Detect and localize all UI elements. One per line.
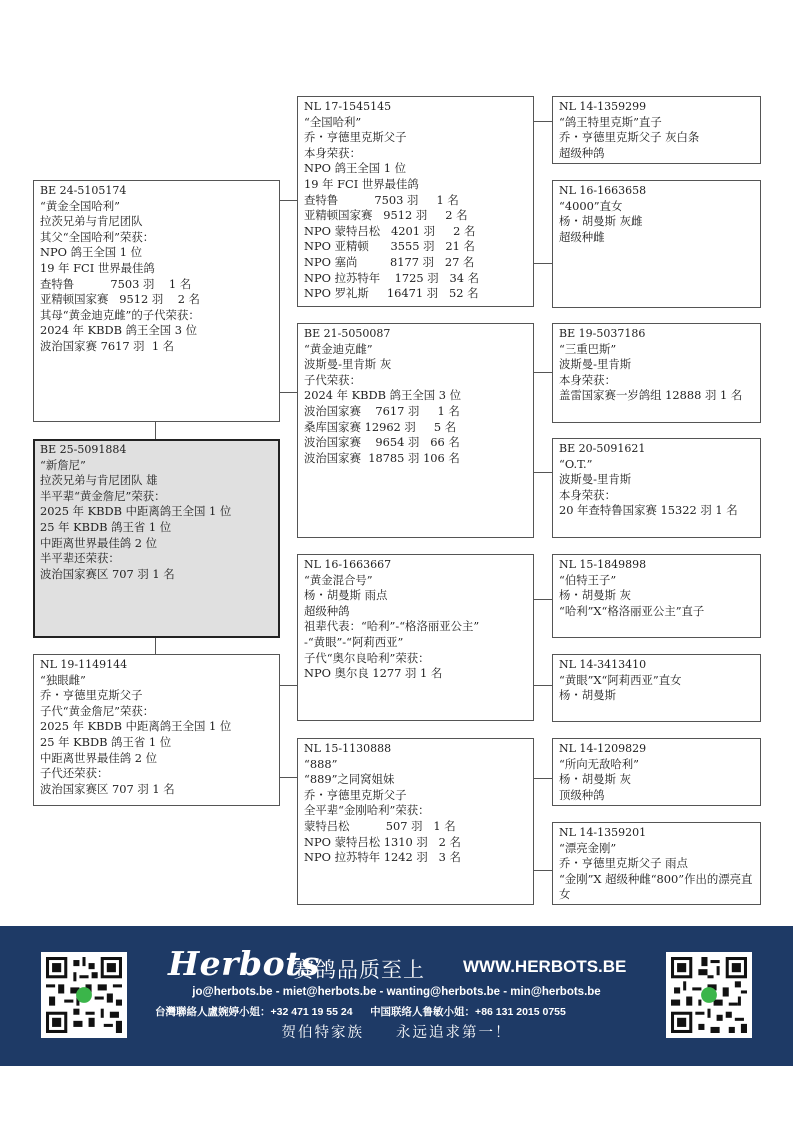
ring-number: NL 14-3413410 <box>559 658 647 671</box>
ring-number: NL 14-1359201 <box>559 826 647 839</box>
card-line: “O.T.” <box>559 456 593 471</box>
herbots-logo: Herbots <box>168 944 320 983</box>
sire-sire-card <box>297 96 534 307</box>
card-line: “4000”直女 <box>559 198 623 213</box>
card-line: 波斯曼-里肯斯 灰 <box>304 357 392 372</box>
ring-number: BE 19-5037186 <box>559 327 646 340</box>
card-line: “三重巴斯” <box>559 341 617 356</box>
footer-banner <box>0 926 793 1066</box>
card-line: 本身荣获： <box>559 487 616 502</box>
card-line: 乔・亨德里克斯父子 <box>304 787 407 802</box>
card-line: “所向无敌哈利” <box>559 756 639 771</box>
connector-sdd <box>533 472 553 473</box>
card-line: 2025 年 KBDB 中距离鸽王全国 1 位 <box>40 719 232 734</box>
subject-pigeon-card <box>33 439 280 638</box>
card-line: 盖雷国家赛一岁鸽组 12888 羽 1 名 <box>559 388 743 403</box>
ring-number: BE 20-5091621 <box>559 442 646 455</box>
card-line: 查特鲁 7503 羽 1 名 <box>304 192 459 207</box>
card-line: “黄眼”X“阿莉西亚”直女 <box>559 672 682 687</box>
card-line: 25 年 KBDB 鸽王省 1 位 <box>40 734 172 749</box>
card-line: 乔・亨德里克斯父子 雨点 <box>559 856 688 871</box>
card-line: 子代还荣获： <box>40 766 109 781</box>
card-line: -“黄眼”-“阿莉西亚” <box>304 634 404 649</box>
card-line: 杨・胡曼斯 灰 <box>559 772 631 787</box>
contact-china: 中国联络人鲁敏小姐：+86 131 2015 0755 <box>370 1006 566 1018</box>
ring-number: NL 15-1849898 <box>559 558 647 571</box>
card-line: 乔・亨德里克斯父子 <box>40 688 143 703</box>
card-line: 拉茨兄弟与肯尼团队 <box>40 214 143 229</box>
connector-dd <box>279 777 297 778</box>
card-line: 查特鲁 7503 羽 1 名 <box>40 276 192 291</box>
card-line: 超级种鸽 <box>304 603 350 618</box>
slogan: 赛鸽品质至上 <box>293 958 425 982</box>
card-line: “黄金迪克雌” <box>304 341 373 356</box>
connector-dds <box>533 778 553 779</box>
sire-dam-sire-card <box>552 323 761 423</box>
card-line: NPO 蒙特吕松 4201 羽 2 名 <box>304 223 476 238</box>
email-addresses[interactable]: jo@herbots.be - miet@herbots.be - wanting@herbots.be - min@herbots.be <box>192 986 601 998</box>
card-line: 波治国家赛 9654 羽 66 名 <box>304 435 460 450</box>
ring-number: NL 16-1663658 <box>559 184 647 197</box>
card-line: “新詹尼” <box>40 457 86 472</box>
card-line: NPO 拉苏特年 1725 羽 34 名 <box>304 270 480 285</box>
card-line: 本身荣获： <box>304 145 361 160</box>
card-line: 半平辈还荣获： <box>40 551 120 566</box>
card-line: 波治国家赛 7617 羽 1 名 <box>304 403 460 418</box>
connector-sds <box>533 372 553 373</box>
ring-number: NL 19-1149144 <box>40 658 128 671</box>
card-line: 杨・胡曼斯 雨点 <box>304 588 388 603</box>
connector-sss <box>533 121 553 122</box>
card-line: NPO 罗礼斯 16471 羽 52 名 <box>304 286 479 301</box>
qr-code-icon <box>671 957 747 1033</box>
card-line: 亚精顿国家赛 9512 羽 2 名 <box>304 208 468 223</box>
card-line: 超级种鸽 <box>559 145 605 160</box>
card-line: NPO 蒙特吕松 1310 羽 2 名 <box>304 834 461 849</box>
card-line: 子代“黄金詹尼”荣获： <box>40 703 155 718</box>
ring-number: BE 24-5105174 <box>40 184 127 197</box>
card-line: 杨・胡曼斯 <box>559 688 616 703</box>
contact-taiwan: 台灣聯絡人盧婉婷小姐：+32 471 19 55 24 <box>155 1006 353 1018</box>
card-line: NPO 奥尔良 1277 羽 1 名 <box>304 666 443 681</box>
card-line: 亚精顿国家赛 9512 羽 2 名 <box>40 292 200 307</box>
card-line: 桑库国家赛 12962 羽 5 名 <box>304 419 457 434</box>
ring-number: BE 25-5091884 <box>40 443 127 456</box>
card-line: 杨・胡曼斯 灰雌 <box>559 214 643 229</box>
card-line: 19 年 FCI 世界最佳鸽 <box>304 176 419 191</box>
sire-dam-dam-card <box>552 438 761 538</box>
brand-row <box>168 946 638 986</box>
card-line: 25 年 KBDB 鸽王省 1 位 <box>40 519 172 534</box>
dam-card <box>33 654 280 806</box>
card-line: “全国哈利” <box>304 114 362 129</box>
card-line: “哈利”X“格洛丽亚公主”直子 <box>559 603 705 618</box>
qr-code-right[interactable] <box>666 952 752 1038</box>
card-line: “金刚”X 超级种雌“800”作出的漂亮直女 <box>559 871 753 902</box>
card-line: 乔・亨德里克斯父子 <box>304 130 407 145</box>
card-line: NPO 亚精顿 3555 羽 21 名 <box>304 239 475 254</box>
dam-sire-card <box>297 554 534 721</box>
card-line: 中距离世界最佳鸽 2 位 <box>40 750 158 765</box>
card-line: 祖辈代表：“哈利”-“格洛丽亚公主” <box>304 619 480 634</box>
card-line: 其父“全国哈利”荣获： <box>40 229 155 244</box>
card-line: “漂亮金刚” <box>559 840 617 855</box>
connector-dss <box>533 599 553 600</box>
connector-ds <box>279 685 297 686</box>
website-link[interactable]: WWW.HERBOTS.BE <box>463 957 627 976</box>
contact-line <box>155 1004 655 1019</box>
ring-number: NL 14-1209829 <box>559 742 647 755</box>
dam-sire-sire-card <box>552 554 761 638</box>
card-line: “黄金混合号” <box>304 572 373 587</box>
ring-number: NL 15-1130888 <box>304 742 392 755</box>
card-line: 乔・亨德里克斯父子 灰白条 <box>559 130 700 145</box>
card-line: “独眼雌” <box>40 672 86 687</box>
card-line: 波治国家赛 18785 羽 106 名 <box>304 450 460 465</box>
card-line: 拉茨兄弟与肯尼团队 雄 <box>40 473 158 488</box>
card-line: NPO 鸽王全国 1 位 <box>40 245 143 260</box>
card-line: 波斯曼-里肯斯 <box>559 472 632 487</box>
card-line: “伯特王子” <box>559 572 617 587</box>
dam-sire-dam-card <box>552 654 761 722</box>
ring-number: BE 21-5050087 <box>304 327 391 340</box>
card-line: 子代“奥尔良哈利”荣获： <box>304 650 430 665</box>
card-line: 19 年 FCI 世界最佳鸽 <box>40 260 155 275</box>
connector-ss <box>279 200 297 201</box>
card-line: 2025 年 KBDB 中距离鸽王全国 1 位 <box>40 504 232 519</box>
dam-dam-card <box>297 738 534 905</box>
card-line: 2024 年 KBDB 鸽王全国 3 位 <box>40 323 198 338</box>
ring-number: NL 14-1359299 <box>559 100 647 113</box>
card-line: 中距离世界最佳鸽 2 位 <box>40 535 158 550</box>
card-line: 顶级种鸽 <box>559 787 605 802</box>
dam-dam-sire-card <box>552 738 761 806</box>
card-line: 2024 年 KBDB 鸽王全国 3 位 <box>304 388 462 403</box>
ring-number: NL 16-1663667 <box>304 558 392 571</box>
sire-sire-dam-card <box>552 180 761 308</box>
tagline-right: 永远追求第一！ <box>396 1025 512 1041</box>
card-line: 20 年查特鲁国家赛 15322 羽 1 名 <box>559 503 738 518</box>
card-line: NPO 拉苏特年 1242 羽 3 名 <box>304 850 461 865</box>
sire-card <box>33 180 280 422</box>
card-line: 本身荣获： <box>559 372 616 387</box>
tagline-left: 贺伯特家族 <box>281 1025 364 1041</box>
sire-dam-card <box>297 323 534 538</box>
card-line: 杨・胡曼斯 灰 <box>559 588 631 603</box>
card-line: “黄金全国哈利” <box>40 198 120 213</box>
card-line: 半平辈“黄金詹尼”荣获： <box>40 488 166 503</box>
card-line: 波治国家赛 7617 羽 1 名 <box>40 338 175 353</box>
connector-sd <box>279 392 297 393</box>
connector-dam <box>155 637 156 655</box>
card-line: 子代荣获： <box>304 372 361 387</box>
card-line: “鸽王特里克斯”直子 <box>559 114 662 129</box>
connector-dsd <box>533 685 553 686</box>
card-line: “888” <box>304 756 338 771</box>
connector-sire <box>155 421 156 440</box>
ring-number: NL 17-1545145 <box>304 100 392 113</box>
dam-dam-dam-card <box>552 822 761 905</box>
card-line: NPO 鸽王全国 1 位 <box>304 161 407 176</box>
card-line: NPO 塞尚 8177 羽 27 名 <box>304 254 475 269</box>
card-line: 波斯曼-里肯斯 <box>559 357 632 372</box>
card-line: 其母“黄金迪克雌”的子代荣获： <box>40 307 200 322</box>
card-line: 全平辈“金刚哈利”荣获： <box>304 803 430 818</box>
connector-ddd <box>533 870 553 871</box>
card-line: “889”之同窝姐妹 <box>304 772 395 787</box>
card-line: 波治国家赛区 707 羽 1 名 <box>40 781 175 796</box>
card-line: 波治国家赛区 707 羽 1 名 <box>40 566 175 581</box>
card-line: 蒙特吕松 507 羽 1 名 <box>304 818 456 833</box>
connector-ssd <box>533 263 553 264</box>
card-line: 超级种雌 <box>559 229 605 244</box>
sire-sire-sire-card <box>552 96 761 164</box>
